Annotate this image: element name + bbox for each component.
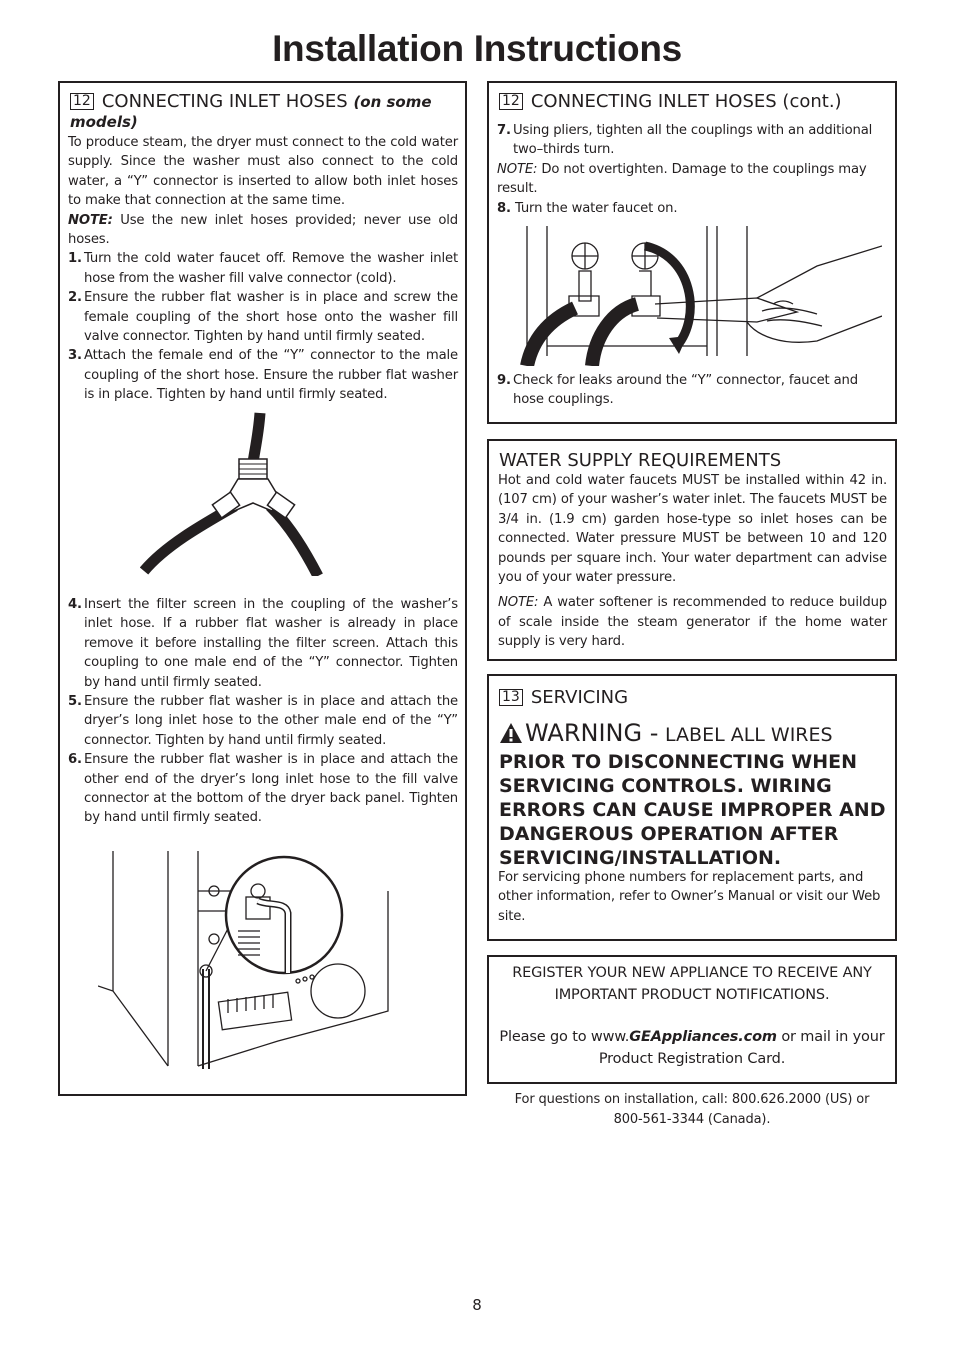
- step-item: [68, 288, 458, 346]
- cont-text-bottom: [497, 371, 887, 410]
- step-text: Ensure the rubber flat washer is in place and attach the dryer’s long inlet hose to the other male end of the “Y” connector. Tighten by hand until firmly seated.: [84, 694, 458, 748]
- cont-section-box: [487, 81, 897, 424]
- heading-text: CONNECTING INLET HOSES: [101, 91, 348, 112]
- step-num: 3.: [68, 348, 82, 364]
- step-num: 9.: [497, 373, 511, 388]
- questions-footer: For questions on installation, call: 800.626.2000 (US) or 800-561-3344 (Canada).: [514, 1092, 870, 1127]
- step-item: [497, 121, 887, 160]
- heading-text: SERVICING: [530, 687, 629, 708]
- step-text: Turn the water faucet on.: [514, 200, 678, 216]
- step-num: 5.: [68, 694, 82, 710]
- step-item: [68, 692, 458, 750]
- heading-text: CONNECTING INLET HOSES (cont.): [530, 91, 842, 112]
- step-item: [497, 371, 887, 410]
- step-text: Insert the filter screen in the coupling of the washer’s inlet hose. If a rubber flat washer is already in place remove it before installing the filter screen. Attach this coupling to one male end of the “Y” connector. Tighten by hand until firmly seated.: [84, 597, 458, 690]
- step-text: Ensure the rubber flat washer is in place and attach the other end of the dryer’s long inlet hose to the fill valve connector at the bottom of the dryer back panel. Tighten by hand until firmly seated.: [84, 752, 458, 826]
- register-text: [497, 963, 887, 1070]
- heading-qualifier: (on some models): [70, 93, 432, 131]
- step-text: Attach the female end of the “Y” connector to the male coupling of the short hose. Ensure the rubber flat washer is in place. Tighten by hand until firmly seated.: [84, 348, 458, 403]
- register-box: [487, 955, 897, 1084]
- step-item: [68, 249, 458, 288]
- step-text: Turn the cold water faucet off. Remove the washer inlet hose from the washer fill valve connector (cold).: [84, 251, 458, 286]
- water-supply-heading: WATER SUPPLY REQUIREMENTS: [499, 450, 782, 471]
- servicing-box: [487, 674, 897, 941]
- faucet-pliers-illustration: [517, 226, 882, 366]
- left-section-box: [58, 81, 467, 1096]
- register-post: or mail in your Product Registration Card.: [598, 1029, 885, 1067]
- step-item: [68, 346, 458, 404]
- note-text: Do not overtighten. Damage to the couplings may result.: [497, 161, 867, 197]
- step-text: Check for leaks around the “Y” connector, faucet and hose couplings.: [513, 373, 858, 408]
- warning-icon: [499, 722, 523, 750]
- left-text-bottom: [68, 595, 458, 828]
- note-label: NOTE:: [68, 212, 113, 228]
- note-paragraph: [497, 160, 887, 199]
- intro-paragraph: To produce steam, the dryer must connect to the cold water supply. Since the washer must also connect to the cold water, a “Y” connector is inserted to allow both inlet hoses to make that connection at the same time.: [68, 135, 458, 209]
- warning-text-1: LABEL ALL WIRES: [665, 724, 833, 746]
- step-num: 4.: [68, 597, 82, 612]
- page-title: Installation Instructions: [272, 28, 682, 69]
- step-item: [68, 750, 458, 828]
- warning-text-2: PRIOR TO DISCONNECTING WHEN SERVICING CONTROLS. WIRING ERRORS CAN CAUSE IMPROPER AND DANGEROUS OPERATION AFTER SERVICING/INSTALLATION.: [499, 751, 886, 869]
- water-supply-box: [487, 439, 897, 661]
- step-number-badge: 13: [499, 689, 523, 706]
- page-number: 8: [472, 1296, 482, 1314]
- dryer-back-illustration: [98, 851, 418, 1071]
- step-num: 2.: [68, 290, 82, 306]
- ge-appliances-link[interactable]: GEAppliances.com: [629, 1029, 777, 1045]
- cont-section-heading: [499, 92, 889, 112]
- step-num: 6.: [68, 752, 82, 768]
- cont-text-top: [497, 121, 887, 218]
- y-connector-illustration: [140, 411, 330, 576]
- step-num: 7.: [497, 123, 511, 138]
- warning-block: [499, 721, 891, 870]
- step-text: Using pliers, tighten all the couplings with an additional two–thirds turn.: [513, 123, 873, 158]
- servicing-text: [498, 868, 888, 926]
- servicing-body: For servicing phone numbers for replacement parts, and other information, refer to Owner’s Manual or visit our Web site.: [498, 870, 881, 924]
- register-line-1: REGISTER YOUR NEW APPLIANCE TO RECEIVE ANY IMPORTANT PRODUCT NOTIFICATIONS.: [512, 965, 872, 1003]
- step-text: Ensure the rubber flat washer is in place and screw the female coupling of the short hose onto the washer fill valve connector. Tighten by hand until firmly seated.: [84, 290, 458, 345]
- step-item: [68, 595, 458, 692]
- step-num: 8.: [497, 200, 511, 216]
- note-paragraph: [68, 211, 458, 250]
- note-paragraph: [498, 593, 887, 651]
- left-text-top: [68, 133, 458, 405]
- warning-word: WARNING -: [525, 719, 659, 747]
- step-number-badge: 12: [499, 93, 523, 110]
- step-num: 1.: [68, 251, 82, 267]
- step-number-badge: 12: [70, 93, 94, 110]
- servicing-heading: [499, 688, 628, 708]
- note-text: A water softener is recommended to reduce buildup of scale inside the steam generator if the home water supply is very hard.: [498, 595, 887, 650]
- note-label: NOTE:: [498, 595, 539, 611]
- step-item: [497, 199, 887, 218]
- left-section-heading: [70, 92, 450, 132]
- register-pre: Please go to www.: [499, 1029, 630, 1045]
- note-text: Use the new inlet hoses provided; never use old hoses.: [68, 212, 459, 248]
- water-supply-text: [498, 471, 887, 652]
- note-label: NOTE:: [497, 161, 538, 177]
- water-supply-body: Hot and cold water faucets MUST be installed within 42 in. (107 cm) of your washer’s water inlet. The faucets MUST be 3/4 in. (1.9 cm) garden hose-type so inlet hoses can be connected. Water pressure MUST be between 10 and 120 pounds per square inch. Your water department can advise you of your water pressure.: [498, 473, 887, 586]
- register-line-2: [497, 1027, 887, 1070]
